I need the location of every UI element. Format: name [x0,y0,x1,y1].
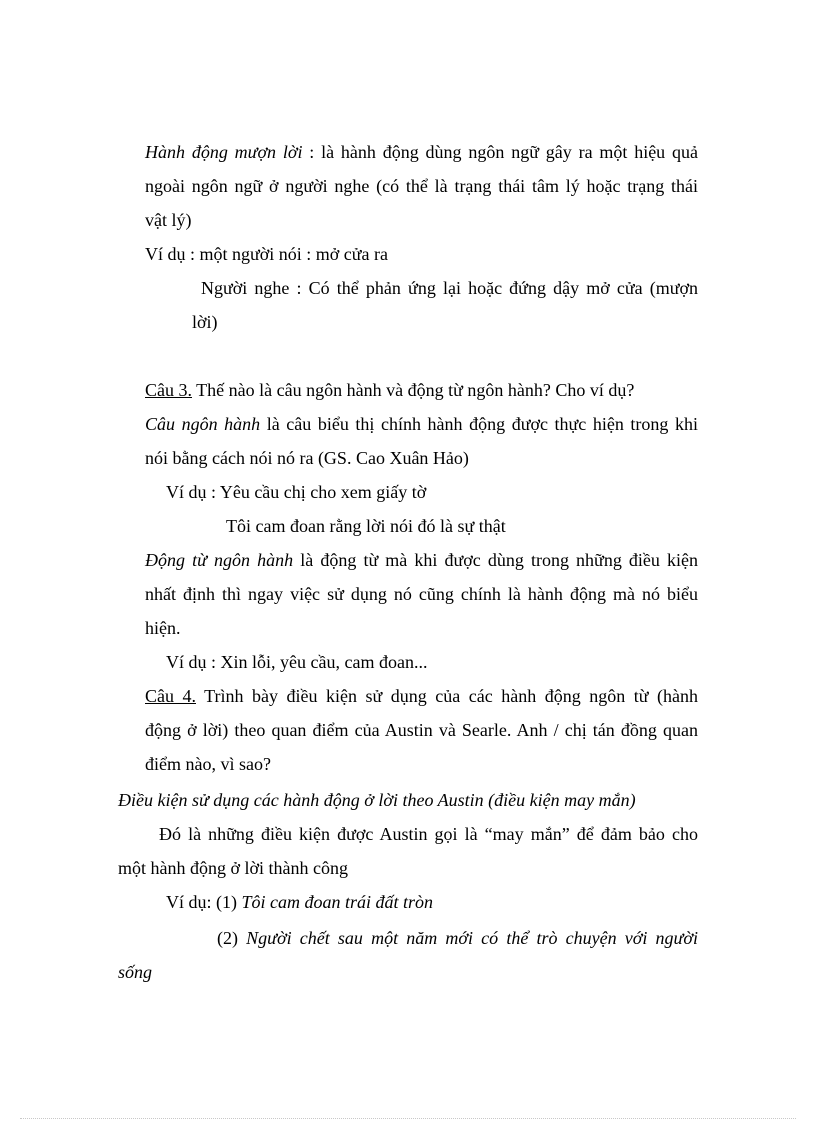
q3-def2-term: Động từ ngôn hành [145,550,294,570]
q3-def2-line2: nhất định thì ngay việc sử dụng nó cũng chính là hành động mà nó biểu [145,584,698,604]
q3-def2-line1 [145,549,698,571]
q3-def2-text: là động từ mà khi được dùng trong những điều kiện [293,550,699,570]
para1-line1-text: : là hành động dùng ngôn ngữ gây ra một hiệu quả [302,142,698,162]
para1-line2: ngoài ngôn ngữ ở người nghe (có thể là trạng thái tâm lý hoặc trạng thái [145,176,698,196]
q4-heading-line1 [145,685,698,707]
q3-example2: Tôi cam đoan rằng lời nói đó là sự thật [226,516,506,536]
q4-question: Trình bày điều kiện sử dụng của các hành động ngôn từ (hành [196,686,698,706]
q4-example1 [166,891,433,913]
q3-label: Câu 3. [145,380,192,400]
q4-example2-text: Người chết sau một năm mới có thể trò chuyện với người [246,928,698,948]
q4-para-line1: Đó là những điều kiện được Austin gọi là “may mắn” để đảm bảo cho [159,824,698,844]
q4-heading-line3: điểm nào, vì sao? [145,754,271,774]
q3-example1: Ví dụ : Yêu cầu chị cho xem giấy tờ [166,482,427,502]
q4-example2-line2: sống [118,962,153,982]
q3-def2-line3: hiện. [145,618,181,638]
para1-line1 [145,141,698,163]
q4-example-prefix: Ví dụ: (1) [166,892,242,912]
example1-line2: Người nghe : Có thể phản ứng lại hoặc đứng dậy mở cửa (mượn [201,278,698,298]
q3-def1-line1 [145,413,698,435]
example1-line3: lời) [192,312,218,332]
para1-line3: vật lý) [145,210,192,230]
q4-label: Câu 4. [145,686,196,706]
q4-example2-number: (2) [217,928,247,948]
q3-example3: Ví dụ : Xin lỗi, yêu cầu, cam đoan... [166,652,428,672]
example1-line1: Ví dụ : một người nói : mở cửa ra [145,244,389,264]
q3-heading [145,379,634,401]
page-bottom-divider [20,1118,796,1119]
q4-example2-line1 [217,927,698,949]
q4-example1-text: Tôi cam đoan trái đất tròn [241,892,434,912]
q4-subheading: Điều kiện sử dụng các hành động ở lời theo Austin (điều kiện may mắn) [118,790,636,810]
q4-heading-line2: động ở lời) theo quan điểm của Austin và Searle. Anh / chị tán đồng quan [145,720,698,740]
q3-question: Thế nào là câu ngôn hành và động từ ngôn hành? Cho ví dụ? [192,380,635,400]
para1-term: Hành động mượn lời [145,142,303,162]
q3-def1-line2: nói bằng cách nói nó ra (GS. Cao Xuân Hảo) [145,448,469,468]
q3-def1-term: Câu ngôn hành [145,414,261,434]
q3-def1-text: là câu biểu thị chính hành động được thực hiện trong khi [260,414,698,434]
q4-para-line2: một hành động ở lời thành công [118,858,349,878]
